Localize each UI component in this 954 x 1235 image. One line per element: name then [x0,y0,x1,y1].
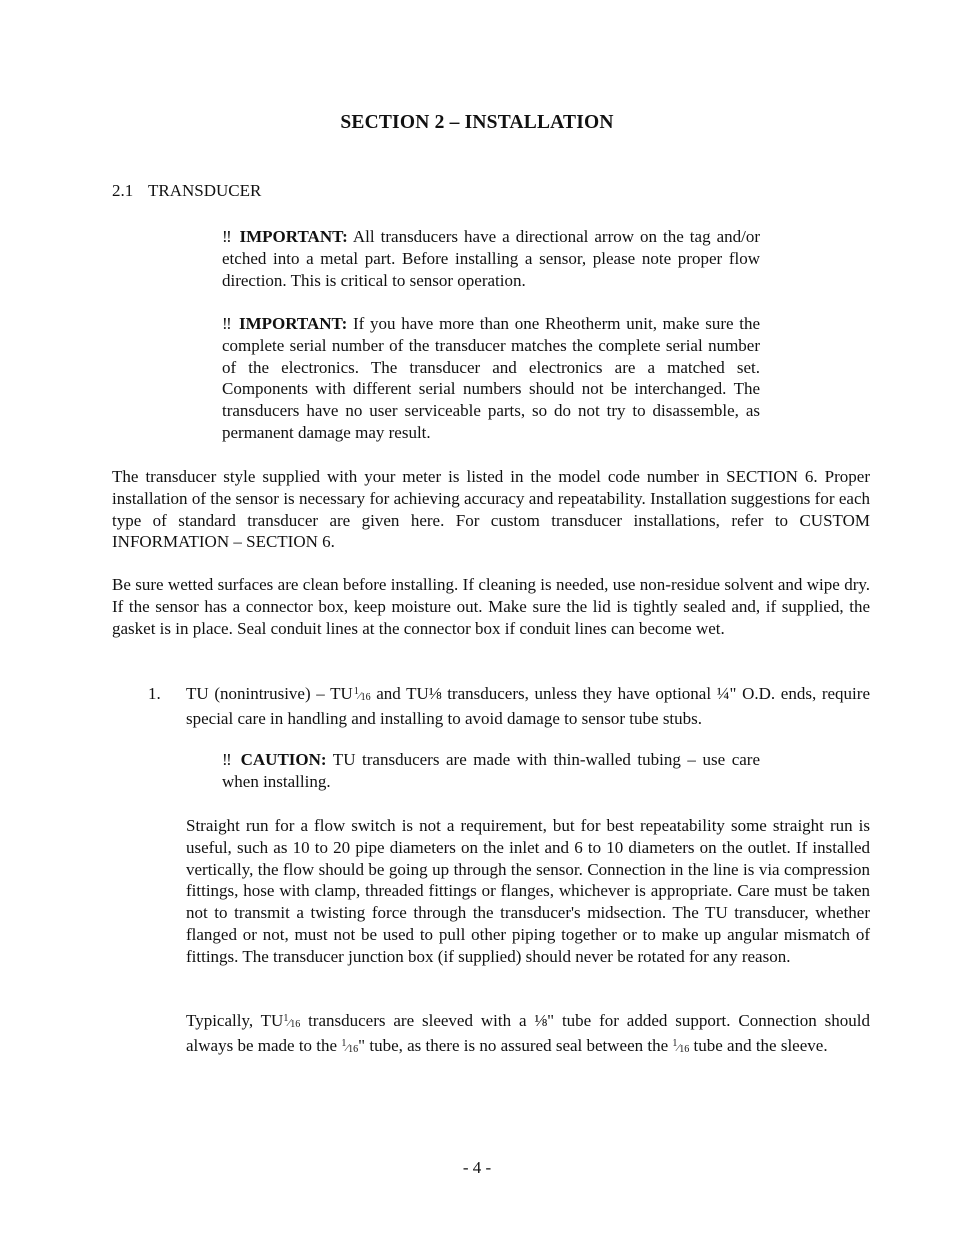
list-item-number: 1. [148,684,161,703]
important-note-direction [222,226,760,291]
paragraph-transducer-style: The transducer style supplied with your meter is listed in the model code number in SECTION 6. Proper installation of the sensor is necessary for achieving accuracy and repeatability. Installation suggestions for each type of standard transducer are given here. For custom transducer installations, refer to CUSTOM INFORMATION – SECTION 6. [112,467,870,552]
subsection-title: TRANSDUCER [148,181,262,200]
important-label: IMPORTANT: [238,314,348,333]
warning-marker-icon: ‼ [222,750,235,769]
para4-text-a: Typically, TU [186,1011,284,1030]
fraction-numerator: 1 [672,1037,678,1049]
fraction-denominator: 16 [348,1043,359,1055]
fraction-numerator: 1 [341,1037,347,1049]
caution-text: TU transducers are made with thin-walled tubing – use care when installing. [222,750,760,791]
important-label: IMPORTANT: [239,227,348,246]
list-item-text [186,683,870,730]
paragraph-straight-run: Straight run for a flow switch is not a requirement, but for best repeatability some straight run is useful, such as 10 to 20 pipe diameters on the inlet and 6 to 10 diameters on the outlet. If installed vertically, the flow should be going up through the sensor. Connection in the line is via compression fittings, hose with clamp, threaded fittings or flanges, whichever is appropriate. Care must be taken not to transmit a twisting force through the transducer's midsection. The TU transducer, whether flanged or not, must not be used to pull other piping together or to make up angular mismatch of fittings. The transducer junction box (if supplied) should never be rotated for any reason. [186,816,870,966]
page-number: - 4 - [462,1158,492,1177]
subsection-heading [112,181,261,201]
caution-note [222,749,760,793]
para4-text-d: tube and the sleeve. [689,1035,828,1055]
fraction-numerator: 1 [283,1013,289,1024]
fraction-denominator: 16 [360,692,371,703]
fraction-1-16: $^1⁄_{16}$ [283,1013,301,1030]
important-note-serial [222,313,760,444]
warning-marker-icon: ‼ [222,314,234,333]
important-text: All transducers have a directional arrow on the tag and/or etched into a metal part. Before installing a sensor, please note proper flow direction. This is critical to sensor operation. [222,227,761,290]
fraction-denominator: 16 [679,1043,690,1055]
item-text-b: and TU⅛ transducers, unless they have optional ¼" O.D. ends, require special care in handling and installing to avoid damage to sensor tube stubs. [186,684,870,728]
para4-text-c: " tube, as there is no assured seal between the [358,1035,673,1055]
fraction-numerator: 1 [353,686,359,697]
warning-marker-icon: ‼ [222,227,234,246]
fraction-1-16: $^1⁄_{16}$ [672,1037,690,1055]
list-item [112,683,870,730]
section-heading: SECTION 2 – INSTALLATION [340,112,614,133]
fraction-1-16: $^1⁄_{16}$ [341,1037,359,1055]
paragraph-sleeved-tubes [186,1010,870,1060]
paragraph-wetted-surfaces: Be sure wetted surfaces are clean before installing. If cleaning is needed, use non-residue solvent and wipe dry. If the sensor has a connector box, keep moisture out. Make sure the lid is tightly sealed and, if supplied, the gasket is in place. Seal conduit lines at the connector box if conduit lines can become wet. [112,575,870,638]
fraction-1-16: $^1⁄_{16}$ [353,686,371,703]
fraction-denominator: 16 [290,1019,301,1030]
item-text-a: TU (nonintrusive) – TU [186,684,353,703]
important-text: If you have more than one Rheotherm unit, make sure the complete serial number of the transducer matches the complete serial number of the electronics. The transducer and electronics are a matched set. Components with different serial numbers should not be interchanged. The transducers have no user serviceable parts, so do not try to disassemble, as permanent damage may result. [222,314,761,442]
subsection-number: 2.1 [112,181,134,200]
caution-label: CAUTION: [240,750,327,769]
para4-text-b: transducers are sleeved with a ⅛" tube for added support. Connection should always be made to the [186,1011,870,1055]
